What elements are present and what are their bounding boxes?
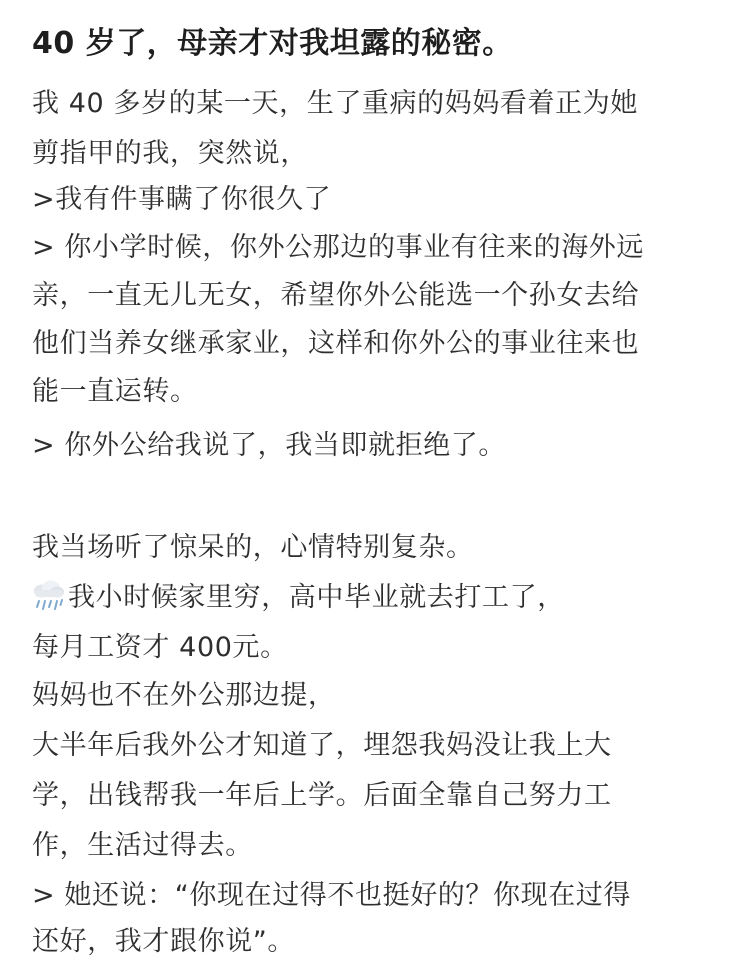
text-line: 能一直运转。 bbox=[32, 376, 198, 407]
text-line: 妈妈也不在外公那边提， bbox=[32, 680, 336, 711]
text-line: > 你小学时候，你外公那边的事业有往来的海外远 bbox=[32, 232, 645, 263]
text-line: 我当场听了惊呆的，心情特别复杂。 bbox=[32, 532, 474, 563]
text-line: 他们当养女继承家业，这样和你外公的事业往来也 bbox=[32, 328, 640, 359]
text-line: 还好，我才跟你说”。 bbox=[32, 926, 295, 957]
text-line: 作，生活过得去。 bbox=[32, 830, 253, 861]
text-line-with-emoji bbox=[30, 578, 565, 618]
text-line: 学，出钱帮我一年后上学。后面全靠自己努力工 bbox=[32, 780, 612, 811]
text-line: 剪指甲的我，突然说， bbox=[32, 138, 308, 169]
text-span: 我小时候家里穷，高中毕业就去打工了， bbox=[68, 582, 565, 613]
rain-cloud-icon bbox=[30, 579, 66, 613]
text-line: 亲，一直无儿无女，希望你外公能选一个孙女去给 bbox=[32, 280, 640, 311]
text-line: 大半年后我外公才知道了，埋怨我妈没让我上大 bbox=[32, 730, 612, 761]
text-line: 我 40 多岁的某一天，生了重病的妈妈看着正为她 bbox=[32, 88, 638, 119]
text-line: > 她还说：“你现在过得不也挺好的？你现在过得 bbox=[32, 880, 631, 911]
text-line: > 你外公给我说了，我当即就拒绝了。 bbox=[32, 430, 507, 461]
post-title: 40 岁了，母亲才对我坦露的秘密。 bbox=[32, 26, 513, 61]
text-line: 每月工资才 400元。 bbox=[32, 632, 288, 663]
text-line: >我有件事瞒了你很久了 bbox=[32, 184, 332, 215]
